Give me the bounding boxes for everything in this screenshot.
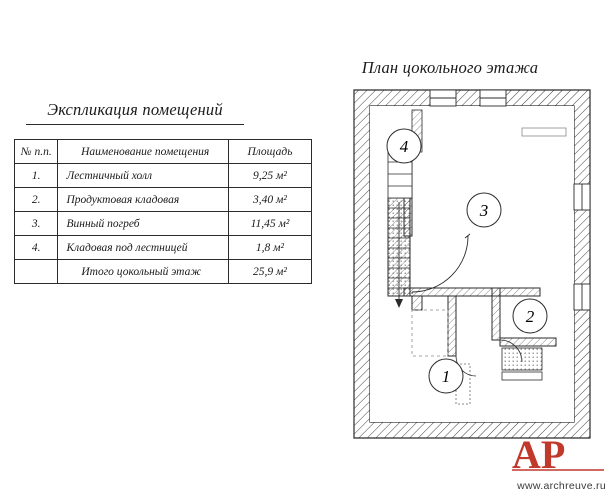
table-row [15,188,312,212]
floor-plan [352,88,592,440]
room-marker-1 [429,359,463,393]
room-label-1: 1 [441,367,451,386]
total-label: Итого цокольный этаж [58,260,228,284]
cell-area: 3,40 м² [228,188,311,212]
cell-name: Кладовая под лестницей [58,236,228,260]
table-row [15,236,312,260]
cell-area: 11,45 м² [228,212,311,236]
table-total-row [15,260,312,284]
plan-title: План цокольного этажа [361,58,539,77]
table-header-row [15,140,312,164]
column-header-number: № п.п. [15,140,58,164]
room-label-2: 2 [525,307,535,326]
cell-number: 3. [15,212,58,236]
explication-block [14,100,326,284]
logo-site-url: www.archreuve.ru [517,480,606,492]
room-label-3: 3 [479,201,489,220]
room-label-4: 4 [399,137,409,156]
room-marker-2 [513,299,547,333]
logo-text: AP [512,432,566,474]
cell-name: Продуктовая кладовая [58,188,228,212]
table-row [15,164,312,188]
explication-title: Экспликация помещений [26,100,244,125]
room-marker-3 [467,193,501,227]
cell-number: 2. [15,188,58,212]
total-empty [15,260,58,284]
table-row [15,212,312,236]
cell-name: Винный погреб [58,212,228,236]
cell-area: 1,8 м² [228,236,311,260]
total-area: 25,9 м² [228,260,311,284]
staircase [388,198,410,308]
room-marker-4 [387,129,421,163]
cell-number: 1. [15,164,58,188]
cell-number: 4. [15,236,58,260]
cell-area: 9,25 м² [228,164,311,188]
column-header-area: Площадь [228,140,311,164]
explication-table [14,139,312,284]
column-header-name: Наименование помещения [58,140,228,164]
logo-mark [510,430,606,474]
cell-name: Лестничный холл [58,164,228,188]
